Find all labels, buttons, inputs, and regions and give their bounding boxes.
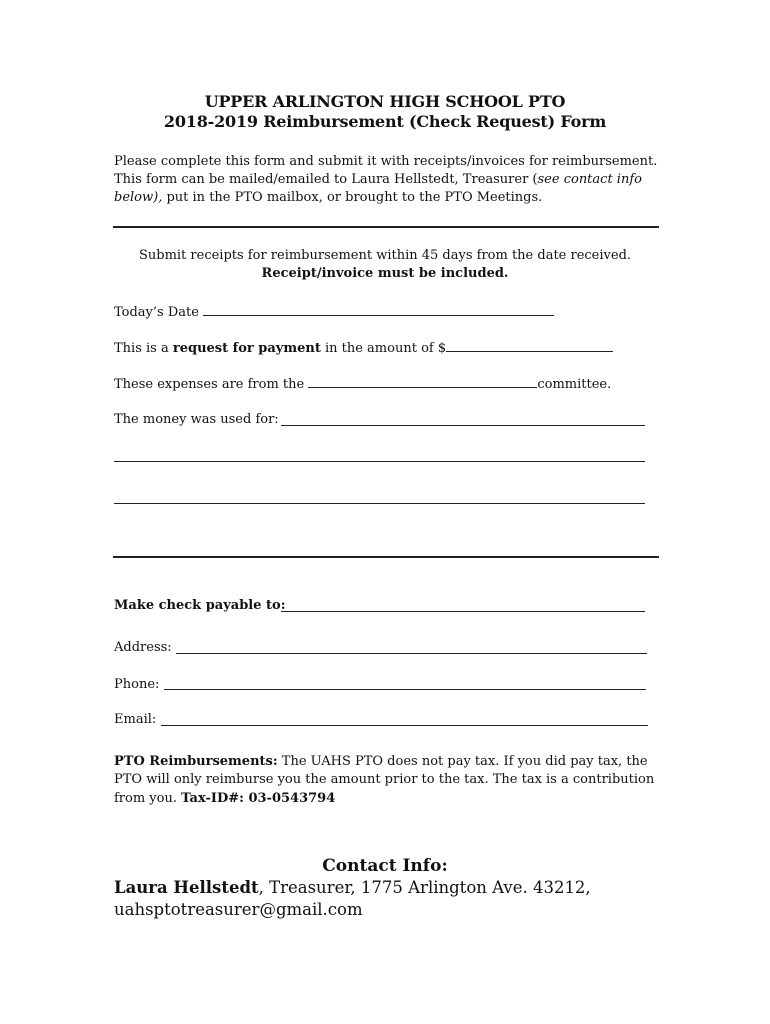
section-divider-bottom	[113, 556, 659, 558]
used-for-field[interactable]	[281, 425, 645, 426]
tax-note-line-3-text: from you.	[114, 791, 182, 806]
address-label: Address:	[114, 640, 172, 655]
contact-line-1	[114, 877, 591, 899]
payable-label: Make check payable to:	[114, 598, 286, 613]
payment-bold: request for payment	[172, 341, 321, 356]
date-field[interactable]	[203, 302, 554, 316]
intro-line-3	[114, 189, 542, 207]
phone-field[interactable]	[164, 689, 646, 690]
date-row	[114, 302, 554, 322]
payment-prefix: This is a	[114, 341, 173, 356]
committee-prefix: These expenses are from the	[114, 377, 305, 392]
amount-field[interactable]	[446, 338, 613, 352]
email-field[interactable]	[161, 725, 648, 726]
tax-note-line-2: PTO will only reimburse you the amount prior to the tax. The tax is a contribution	[114, 772, 655, 787]
committee-row	[114, 374, 611, 394]
payment-row	[114, 338, 613, 358]
contact-title: Contact Info:	[322, 856, 448, 876]
date-label: Today’s Date	[114, 305, 199, 320]
section-divider-top	[113, 226, 659, 228]
address-field[interactable]	[176, 653, 647, 654]
intro-line-2-text: This form can be mailed/emailed to Laura Hellstedt, Treasurer (	[114, 172, 538, 187]
tax-note-heading: PTO Reimbursements:	[114, 754, 278, 769]
tax-id: Tax-ID#: 03-0543794	[181, 791, 336, 806]
payable-field[interactable]	[281, 611, 645, 612]
used-for-field-line-3[interactable]	[114, 503, 645, 504]
intro-line-3-text: put in the PTO mailbox, or brought to the PTO Meetings.	[162, 190, 543, 205]
used-for-row	[114, 411, 279, 429]
form-title: 2018-2019 Reimbursement (Check Request) Form	[163, 112, 607, 131]
payment-suffix: in the amount of $	[320, 341, 447, 356]
contact-email: uahsptotreasurer@gmail.com	[114, 900, 363, 919]
notice-line-2: Receipt/invoice must be included.	[261, 266, 509, 281]
notice-line-1: Submit receipts for reimbursement within 45 days from the date received.	[138, 248, 632, 263]
tax-note-line-1	[114, 753, 648, 771]
used-for-label: The money was used for:	[114, 412, 279, 427]
tax-note-line-1-text: The UAHS PTO does not pay tax. If you did pay tax, the	[277, 754, 648, 769]
org-title: UPPER ARLINGTON HIGH SCHOOL PTO	[204, 92, 566, 111]
contact-name: Laura Hellstedt	[114, 878, 259, 897]
intro-below-ref: below),	[114, 190, 163, 205]
intro-line-2	[114, 171, 642, 189]
intro-contact-ref: see contact info	[537, 172, 642, 187]
contact-details: , Treasurer, 1775 Arlington Ave. 43212,	[258, 878, 591, 897]
used-for-field-line-2[interactable]	[114, 461, 645, 462]
committee-field[interactable]	[308, 374, 537, 388]
intro-line-1: Please complete this form and submit it with receipts/invoices for reimbursement.	[114, 154, 658, 169]
committee-suffix: committee.	[537, 377, 612, 392]
phone-label: Phone:	[114, 677, 160, 692]
tax-note-line-3	[114, 790, 335, 808]
email-label: Email:	[114, 712, 157, 727]
